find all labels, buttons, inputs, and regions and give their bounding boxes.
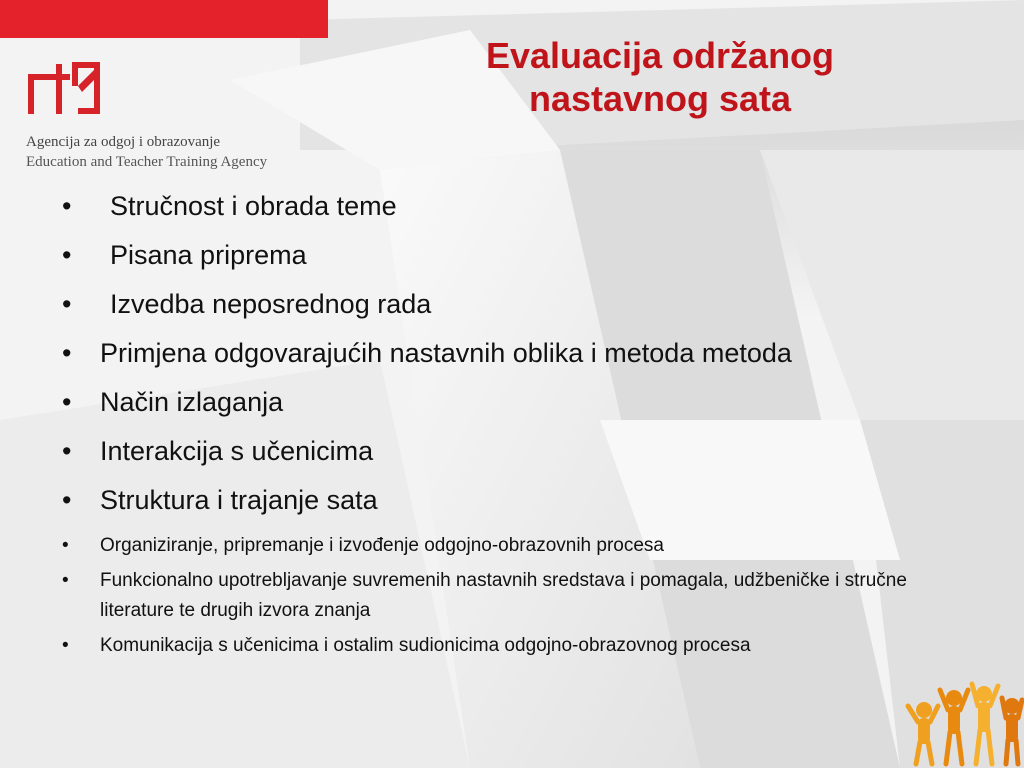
list-item — [56, 188, 966, 225]
bullet-icon: • — [62, 485, 72, 515]
list-item — [56, 566, 966, 626]
list-item — [56, 286, 966, 323]
slide-title — [380, 34, 940, 120]
bullet-icon: • — [62, 535, 69, 556]
list-item-text: Interakcija s učenicima — [100, 436, 374, 466]
list-item — [56, 531, 966, 561]
list-item — [56, 237, 966, 274]
bullet-icon: • — [62, 191, 72, 221]
list-item — [56, 384, 966, 421]
title-line-2: nastavnog sata — [528, 78, 792, 119]
title-line-1: Evaluacija održanog — [485, 35, 835, 76]
list-item-text: Funkcionalno upotrebljavanje suvremenih nastavnih sredstava i pomagala, udžbeničke i stručne literature te drugih izvora znanja — [100, 570, 907, 621]
list-item-text: Komunikacija s učenicima i ostalim sudionicima odgojno-obrazovnog procesa — [100, 635, 751, 656]
bullet-icon: • — [62, 387, 72, 417]
list-item — [56, 433, 966, 470]
list-item-text: Način izlaganja — [100, 387, 284, 417]
list-item-text: Struktura i trajanje sata — [100, 485, 378, 515]
bullet-icon: • — [62, 635, 69, 656]
agency-name-croatian: Agencija za odgoj i obrazovanje — [26, 134, 221, 150]
list-item-text: Primjena odgovarajućih nastavnih oblika i metoda metoda — [100, 338, 792, 368]
list-item — [56, 335, 966, 372]
list-item-text: Izvedba neposrednog rada — [110, 289, 432, 319]
bullet-list — [56, 188, 966, 666]
list-item-text: Organiziranje, pripremanje i izvođenje odgojno-obrazovnih procesa — [100, 535, 664, 556]
bullet-icon: • — [62, 570, 69, 591]
bullet-icon: • — [62, 289, 72, 319]
cheering-figures-image — [904, 676, 1024, 768]
list-item-text: Pisana priprema — [110, 240, 307, 270]
bullet-icon: • — [62, 240, 72, 270]
bullet-icon: • — [62, 338, 72, 368]
list-item-text: Stručnost i obrada teme — [110, 191, 397, 221]
list-item — [56, 631, 966, 661]
list-item — [56, 482, 966, 519]
accent-red-bar — [0, 0, 328, 38]
agency-logo-icon — [26, 60, 102, 116]
agency-name-english: Education and Teacher Training Agency — [26, 154, 268, 170]
bullet-icon: • — [62, 436, 72, 466]
